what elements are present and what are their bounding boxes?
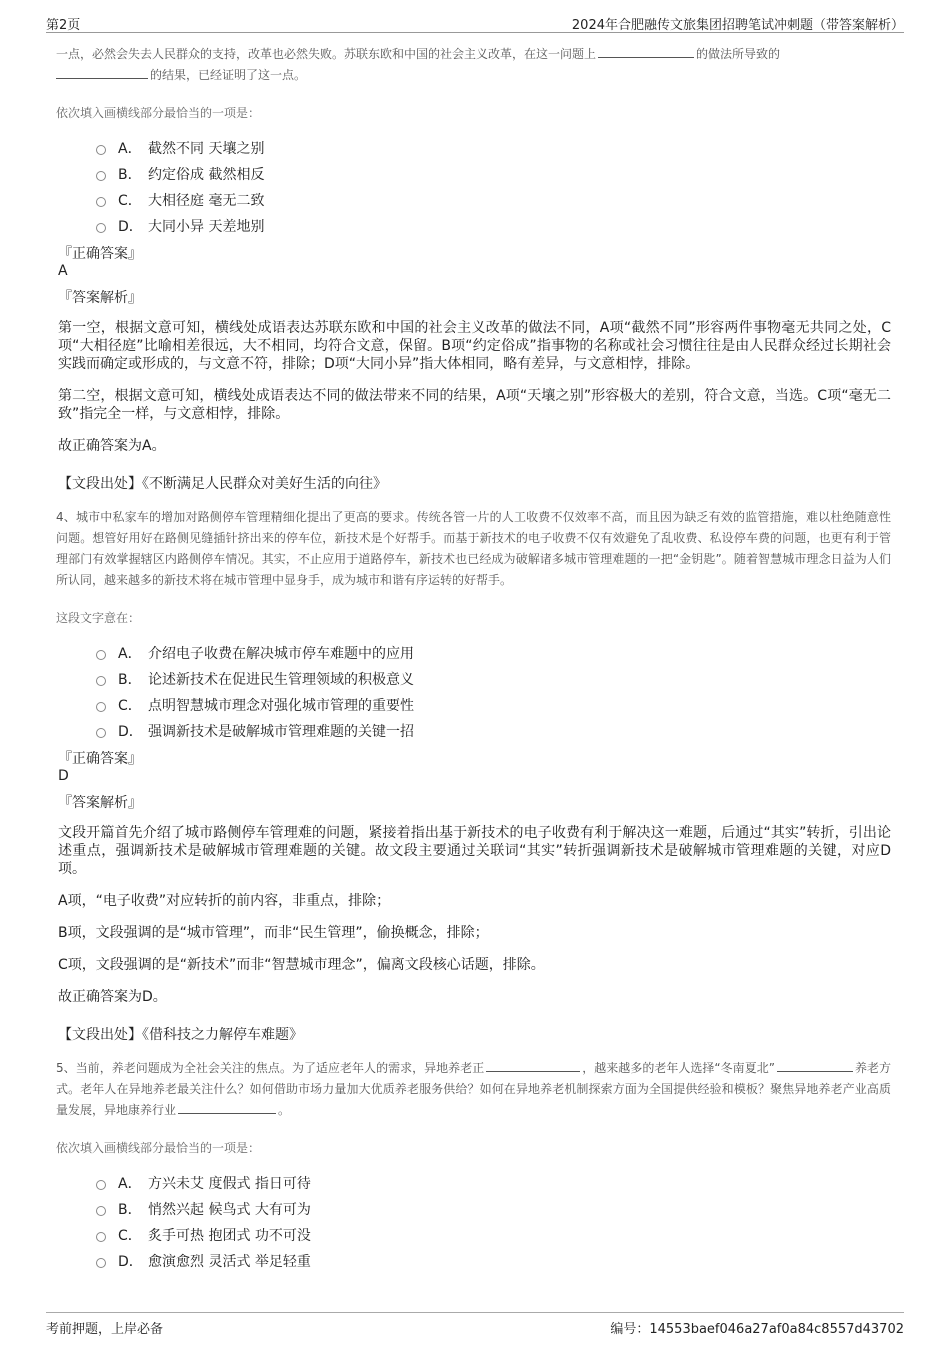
- correct-answer: D: [58, 768, 69, 784]
- option-d[interactable]: D． 大同小异 天差地别: [96, 213, 891, 239]
- radio-icon[interactable]: [96, 1258, 106, 1268]
- option-a[interactable]: A． 方兴未艾 度假式 指日可待: [96, 1170, 891, 1196]
- page-number: 第2页: [46, 18, 81, 33]
- analysis-label: 『答案解析』: [58, 290, 142, 306]
- analysis-paragraph: 文段开篇首先介绍了城市路侧停车管理难的问题，紧接着指出基于新技术的电子收费有利于解决这一难题，后通过“其实”转折，引出论述重点，强调新技术是破解城市管理难题的关键。故文段主要通过关联词“其实”转折强调新技术是破解城市管理难题的关键，对应D项。: [58, 825, 891, 877]
- option-c[interactable]: C． 炙手可热 抱团式 功不可没: [96, 1222, 891, 1248]
- option-b[interactable]: B． 约定俗成 截然相反: [96, 161, 891, 187]
- radio-icon[interactable]: [96, 702, 106, 712]
- question-5-options: [96, 1170, 891, 1274]
- analysis-paragraph: 第二空，根据文意可知，横线处成语表达不同的做法带来不同的结果，A项“天壤之别”形容极大的差别，符合文意，当选。C项“毫无二致”指完全一样，与文意相悖，排除。: [58, 388, 891, 422]
- question-4-prompt: 这段文字意在：: [56, 611, 141, 625]
- analysis-paragraph: 第一空，根据文意可知，横线处成语表达苏联东欧和中国的社会主义改革的做法不同，A项“截然不同”形容两件事物毫无共同之处，C项“大相径庭”比喻相差很远，大不相同，均符合文意，保留。B项“约定俗成”指事物的名称或社会习惯往往是由人民群众经过长期社会实践而确定或形成的，与文意不符，排除；D项“大同小异”指大体相同，略有差异，与文意相悖，排除。: [58, 320, 891, 372]
- answer-blank: [486, 1059, 580, 1072]
- radio-icon[interactable]: [96, 1232, 106, 1242]
- question-4-stem: 4、城市中私家车的增加对路侧停车管理精细化提出了更高的要求。传统各管一片的人工收费不仅效率不高，而且因为缺乏有效的监管措施，难以杜绝随意性问题。想管好用好在路侧见缝插针挤出来的停车位，新技术是个好帮手。而基于新技术的电子收费不仅有效避免了乱收费、私设停车费的问题，也更有利于管理部门有效掌握辖区内路侧停车情况。其实，不止应用于道路停车，新技术也已经成为破解诸多城市管理难题的一把“金钥匙”。随着智慧城市理念日益为人们所认同，越来越多的新技术将在城市管理中显身手，成为城市和谐有序运转的好帮手。: [56, 510, 891, 587]
- radio-icon[interactable]: [96, 650, 106, 660]
- option-b[interactable]: B． 论述新技术在促进民生管理领域的积极意义: [96, 666, 891, 692]
- question-4-options: [96, 640, 891, 744]
- analysis-paragraph: B项，文段强调的是“城市管理”，而非“民生管理”，偷换概念，排除；: [58, 925, 489, 941]
- question-3-options: [96, 135, 891, 239]
- question-3-prompt: 依次填入画横线部分最恰当的一项是：: [56, 106, 261, 120]
- correct-answer-label: 『正确答案』: [58, 751, 142, 767]
- analysis-label: 『答案解析』: [58, 795, 142, 811]
- correct-answer-label: 『正确答案』: [58, 246, 142, 262]
- option-c[interactable]: C． 点明智慧城市理念对强化城市管理的重要性: [96, 692, 891, 718]
- question-3-stem: 一点，必然会失去人民群众的支持，改革也必然失败。苏联东欧和中国的社会主义改革，在这一问题上 的做法所导致的 的结果，已经证明了这一点。: [56, 47, 781, 82]
- document-title: 2024年合肥融传文旅集团招聘笔试冲刺题（带答案解析）: [571, 18, 904, 33]
- radio-icon[interactable]: [96, 171, 106, 181]
- correct-answer: A: [58, 263, 68, 279]
- page-footer: [46, 1312, 904, 1335]
- radio-icon[interactable]: [96, 1180, 106, 1190]
- source-citation: 【文段出处】《不断满足人民群众对美好生活的向往》: [58, 476, 387, 492]
- radio-icon[interactable]: [96, 197, 106, 207]
- option-d[interactable]: D． 愈演愈烈 灵活式 举足轻重: [96, 1248, 891, 1274]
- option-a[interactable]: A． 介绍电子收费在解决城市停车难题中的应用: [96, 640, 891, 666]
- radio-icon[interactable]: [96, 145, 106, 155]
- answer-blank: [598, 45, 694, 58]
- radio-icon[interactable]: [96, 676, 106, 686]
- footer-motto: 考前押题，上岸必备: [46, 1322, 164, 1337]
- analysis-paragraph: C项，文段强调的是“新技术”而非“智慧城市理念”，偏离文段核心话题，排除。: [58, 957, 545, 973]
- analysis-paragraph: A项，“电子收费”对应转折的前内容，非重点，排除；: [58, 893, 391, 909]
- option-b[interactable]: B． 悄然兴起 候鸟式 大有可为: [96, 1196, 891, 1222]
- radio-icon[interactable]: [96, 223, 106, 233]
- analysis-conclusion: 故正确答案为D。: [58, 989, 167, 1005]
- document-serial: 编号：14553baef046a27af0a84c8557d43702: [610, 1322, 904, 1337]
- option-a[interactable]: A． 截然不同 天壤之别: [96, 135, 891, 161]
- answer-blank: [56, 66, 148, 79]
- radio-icon[interactable]: [96, 1206, 106, 1216]
- answer-blank: [178, 1101, 276, 1114]
- option-d[interactable]: D． 强调新技术是破解城市管理难题的关键一招: [96, 718, 891, 744]
- radio-icon[interactable]: [96, 728, 106, 738]
- document-body: [56, 44, 891, 1274]
- page-header: [46, 12, 904, 33]
- analysis-conclusion: 故正确答案为A。: [58, 438, 166, 454]
- question-5-prompt: 依次填入画横线部分最恰当的一项是：: [56, 1141, 261, 1155]
- question-5-stem: 5、当前，养老问题成为全社会关注的焦点。为了适应老年人的需求，异地养老正 ，越来越多的老年人选择“冬南夏北” 养老方式。老年人在异地养老最关注什么？如何借助市场力量加大优质养老服务供给？如何在异地养老机制探索方面为全国提供经验和模板？聚焦异地养老产业高质量发展，异地康养行业 。: [56, 1061, 892, 1117]
- answer-blank: [777, 1059, 853, 1072]
- option-c[interactable]: C． 大相径庭 毫无二致: [96, 187, 891, 213]
- source-citation: 【文段出处】《借科技之力解停车难题》: [58, 1027, 303, 1043]
